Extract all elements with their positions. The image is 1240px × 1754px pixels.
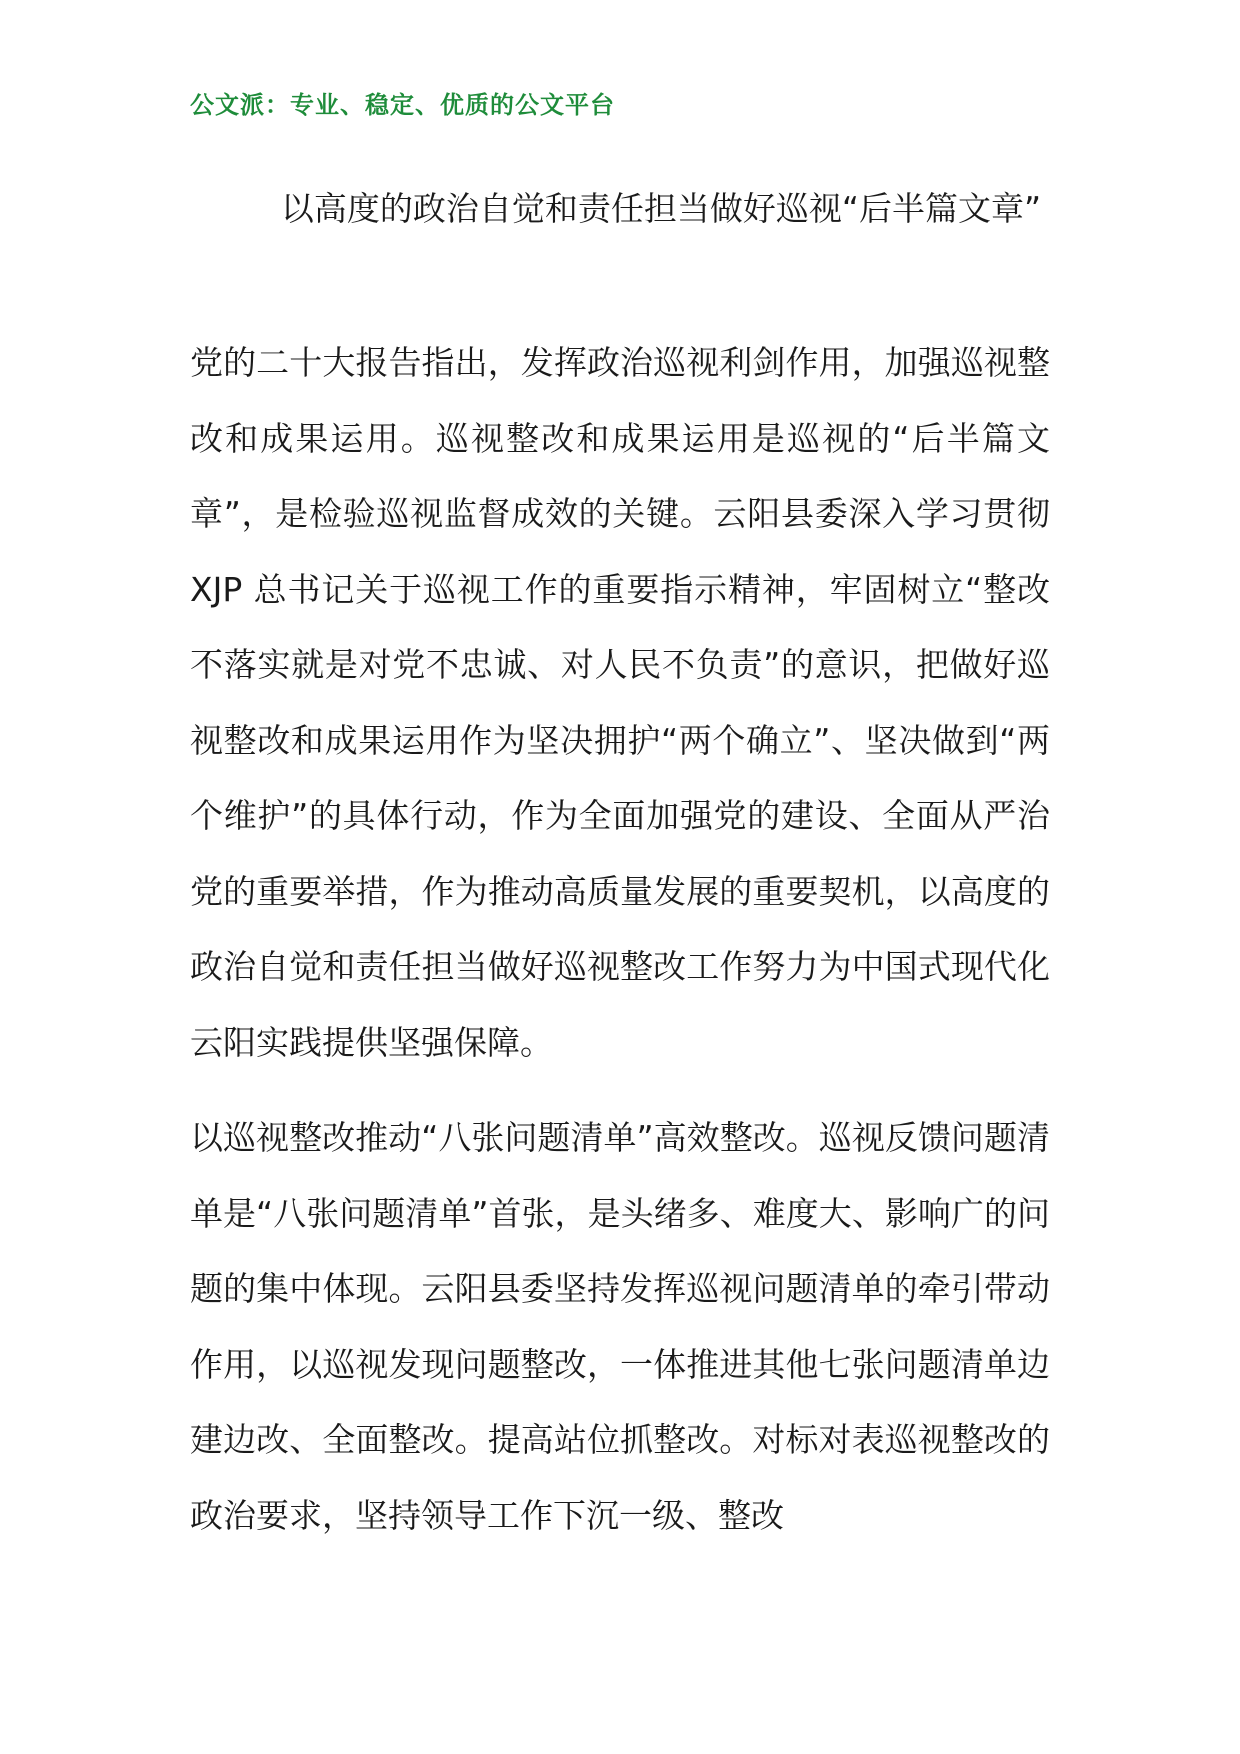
document-title: 以高度的政治自觉和责任担当做好巡视“后半篇文章” xyxy=(280,189,1042,228)
body-paragraph-1: 党的二十大报告指出，发挥政治巡视利剑作用，加强巡视整改和成果运用。巡视整改和成果运用是巡视的“后半篇文章”，是检验巡视监督成效的关键。云阳县委深入学习贯彻 XJP 总书记关于巡视工作的重要指示精神，牢固树立“整改不落实就是对党不忠诚、对人民不负责”的意识，把做好巡视整改和成果运用作为坚决拥护“两个确立”、坚决做到“两个维护”的具体行动，作为全面加强党的建设、全面从严治党的重要举措，作为推动高质量发展的重要契机，以高度的政治自觉和责任担当做好巡视整改工作努力为中国式现代化云阳实践提供坚强保障。 xyxy=(190,343,1050,1062)
body-paragraph-2: 以巡视整改推动“八张问题清单”高效整改。巡视反馈问题清单是“八张问题清单”首张，是头绪多、难度大、影响广的问题的集中体现。云阳县委坚持发挥巡视问题清单的牵引带动作用，以巡视发现问题整改，一体推进其他七张问题清单边建边改、全面整改。提高站位抓整改。对标对表巡视整改的政治要求，坚持领导工作下沉一级、整改 xyxy=(190,1118,1050,1535)
header-brand-slogan: 公文派：专业、稳定、优质的公文平台 xyxy=(190,90,615,119)
